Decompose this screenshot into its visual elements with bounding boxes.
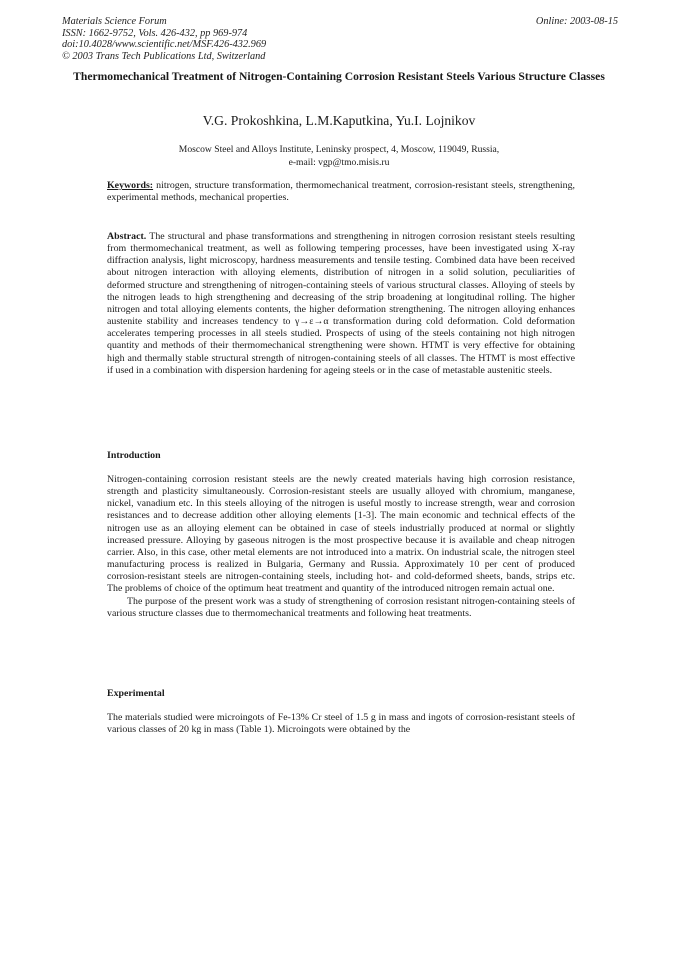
affiliation — [100, 143, 578, 169]
affiliation-email[interactable]: e-mail: vgp@tmo.misis.ru — [288, 157, 390, 168]
online-date: Online: 2003-08-15 — [535, 16, 618, 27]
keywords-label: Keywords: — [107, 180, 154, 191]
journal-name: Materials Science Forum — [62, 16, 167, 27]
issn-line: ISSN: 1662-9752, Vols. 426-432, pp 969-974 — [62, 27, 248, 39]
abstract-text: The structural and phase transformations and strengthening in nitrogen corrosion resistant steels resulting from thermomechanical treatment, as well as following tempering processes, have been investigated using X-ray diffraction analysis, light microscopy, hardness measurements and tensile testing. Combined data have been received about nitrogen interaction with alloying elements, distribution of nitrogen in a solid solution, peculiarities of deformed structure and strengthening of nitrogen-containing steels of various structural classes. Alloying of steels by the nitrogen leads to high strengthening and decreasing of the strip broadening at longitudinal rolling. The higher nitrogen and total alloying elements contents, the higher deformation strengthening. The nitrogen alloying enhances austenite stability and increases tendency to γ→ε→α transformation during cold deformation. Cold deformation accelerates tempering processes in all steels studied. Prospects of using of the steels containing not high nitrogen quantity and methods of their thermomechanical strengthening were shown. HTMT is very effective for obtaining high and thermally stable structural strength of nitrogen-containing steels of all classes. The HTMT is most effective if used in a combination with dispersion hardening for ageing steels or in the case of metastable austenitic steels. — [107, 231, 575, 376]
paper-title: Thermomechanical Treatment of Nitrogen-Containing Corrosion Resistant Steels Various Structure Classes — [73, 70, 605, 83]
experimental-section — [107, 712, 575, 736]
copyright-line: © 2003 Trans Tech Publications Ltd, Switzerland — [62, 50, 266, 62]
introduction-section — [107, 474, 575, 620]
citation-block — [62, 16, 618, 62]
doi-line[interactable]: doi:10.4028/www.scientific.net/MSF.426-432.969 — [62, 39, 267, 50]
abstract-label: Abstract. — [107, 231, 147, 242]
author-list: V.G. Prokoshkina, L.M.Kaputkina, Yu.I. Lojnikov — [202, 113, 476, 128]
experimental-paragraph-1: The materials studied were microingots of Fe-13% Cr steel of 1.5 g in mass and ingots of corrosion-resistant steels of various classes of 20 kg in mass (Table 1). Microingots were obtained by the — [107, 712, 575, 736]
introduction-heading: Introduction — [107, 450, 161, 461]
page-header — [62, 16, 618, 62]
keywords-text: nitrogen, structure transformation, thermomechanical treatment, corrosion-resistant steels, strengthening, experimental methods, mechanical properties. — [107, 180, 575, 204]
keywords-section — [107, 180, 575, 204]
experimental-heading: Experimental — [107, 688, 165, 699]
introduction-paragraph-2: The purpose of the present work was a study of strengthening of corrosion resistant nitrogen-containing steels of various structure classes due to thermomechanical treatments and following heat treatments. — [107, 595, 575, 619]
abstract-section — [107, 231, 575, 377]
introduction-paragraph-1: Nitrogen-containing corrosion resistant steels are the newly created materials having high corrosion resistance, strength and plasticity simultaneously. Corrosion-resistant steels are usually alloyed with chromium, manganese, nickel, vanadium etc. In this steels alloying of the nitrogen is useful mostly to increase strength, wear and corrosion resistances and to decrease addition other alloying elements [1-3]. The main economic and technical effects of the nitrogen use as an alloying element can be obtained in case of steels industrially produced at normal or slightly increased pressure. Alloying by gaseous nitrogen is the most prospective because it is available and cheap nitrogen carrier. Also, in this case, other metal elements are not introduced into a matrix. On industrial scale, the nitrogen steel manufacturing process is realized in Bulgaria, Germany and Russia. Approximately 10 per cent of produced corrosion-resistant steels are nitrogen-containing steels, including hot- and cold-deformed sheets, bands, strips etc. The problems of choice of the optimum heat treatment and quantity of the introduced nitrogen remain actual one. — [107, 474, 575, 595]
affiliation-address: Moscow Steel and Alloys Institute, Leninsky prospect, 4, Moscow, 119049, Russia, — [178, 144, 500, 155]
